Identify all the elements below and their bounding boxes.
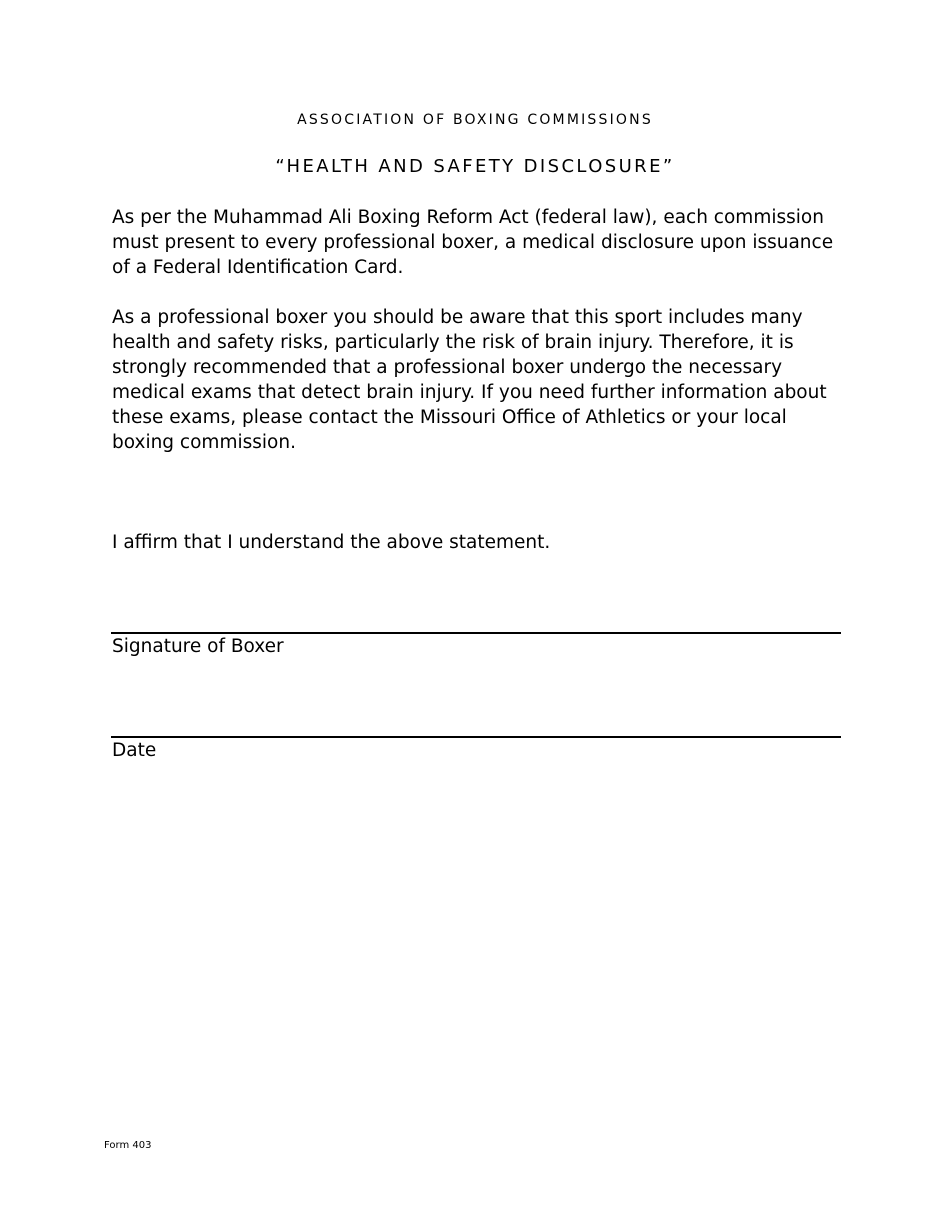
organization-heading: ASSOCIATION OF BOXING COMMISSIONS (297, 112, 653, 128)
date-label: Date (112, 740, 157, 761)
affirmation-statement: I affirm that I understand the above statement. (112, 532, 551, 553)
form-number: Form 403 (104, 1140, 152, 1151)
disclosure-paragraph-1: As per the Muhammad Ali Boxing Reform Act (federal law), each commission must present to every professional boxer, a medical disclosure upon issuance of a Federal Identification Card. (112, 207, 834, 278)
document-title: “HEALTH AND SAFETY DISCLOSURE” (275, 156, 675, 177)
disclosure-paragraph-2: As a professional boxer you should be aware that this sport includes many health and safety risks, particularly the risk of brain injury. Therefore, it is strongly recommended that a professional boxer undergo the necessary medical exams that detect brain injury. If you need further information about these exams, please contact the Missouri Office of Athletics or your local boxing commission. (112, 307, 827, 453)
signature-label: Signature of Boxer (112, 636, 284, 657)
date-line[interactable] (111, 736, 841, 738)
